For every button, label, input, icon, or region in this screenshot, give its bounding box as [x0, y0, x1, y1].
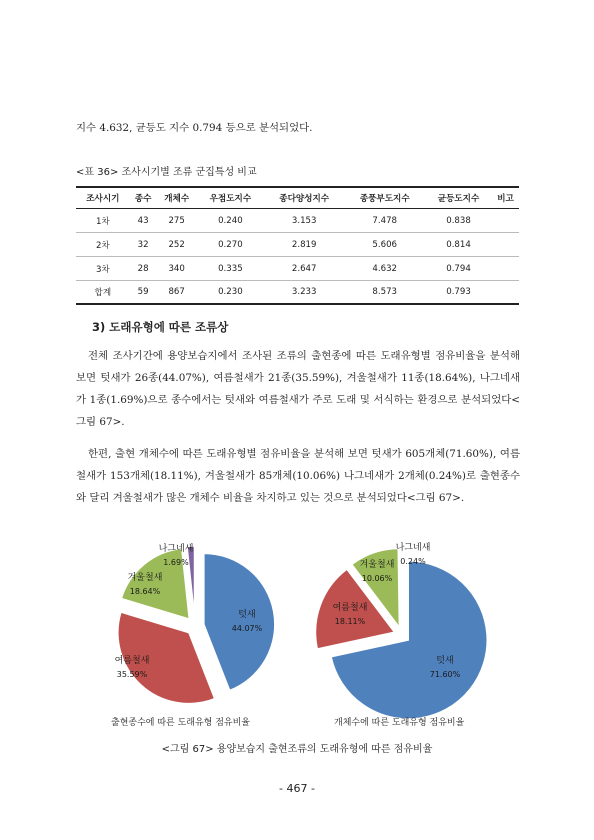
table-cell: 0.240 — [197, 209, 264, 233]
table-cell: 2차 — [76, 233, 130, 257]
pie-label-1-0 — [415, 655, 475, 681]
paragraph-species: 전체 조사기간에 용양보습지에서 조사된 조류의 출현종에 따른 도래유형별 점유비율을 분석해 보면 텃새가 26종(44.07%), 여름철새가 21종(35.59%), 겨울철새가 11종(18.64%), 나그네새가 1종(1.69%)으로 종수에서는 텃새와 여름철새가 주로 도래 및 서식하는 환경으로 분석되었다<그림 67>. — [76, 350, 520, 428]
table-cell: 3.153 — [264, 209, 345, 233]
pie-label-value: 44.07% — [231, 624, 263, 633]
pie-label-name: 텃새 — [238, 610, 256, 620]
table-cell: 합계 — [76, 281, 130, 305]
pie-label-1-3 — [383, 542, 443, 568]
pie-label-name: 겨울철새 — [127, 573, 163, 583]
table-cell: 0.793 — [425, 281, 492, 305]
pie-label-value: 1.69% — [163, 558, 189, 567]
pie-label-0-1 — [102, 655, 162, 681]
table-cell: 4.632 — [344, 257, 425, 281]
table-cell: 0.814 — [425, 233, 492, 257]
table-cell: 7.478 — [344, 209, 425, 233]
col-header: 비고 — [492, 187, 519, 209]
pie-label-0-0 — [217, 609, 277, 635]
pie-title-individuals: 개체수에 따른 도래유형 점유비율 — [334, 718, 465, 728]
table-cell: 0.335 — [197, 257, 264, 281]
col-header: 균등도지수 — [425, 187, 492, 209]
pie-label-name: 여름철새 — [114, 656, 150, 666]
table-cell: 340 — [157, 257, 197, 281]
table-caption: <표 36> 조사시기별 조류 군집특성 비교 — [76, 167, 257, 178]
pie-label-value: 10.06% — [361, 574, 393, 583]
pie-label-value: 18.11% — [334, 617, 366, 626]
pie-label-name: 나그네새 — [395, 543, 431, 553]
table-cell: 8.573 — [344, 281, 425, 305]
table-cell: 59 — [130, 281, 157, 305]
pie-label-name: 나그네새 — [158, 544, 194, 554]
table-cell: 0.838 — [425, 209, 492, 233]
pie-label-0-3 — [146, 543, 206, 569]
col-header: 종수 — [130, 187, 157, 209]
table-cell: 1차 — [76, 209, 130, 233]
col-header: 조사시기 — [76, 187, 130, 209]
table-cell: 43 — [130, 209, 157, 233]
pie-label-value: 35.59% — [116, 670, 148, 679]
table-cell: 2.819 — [264, 233, 345, 257]
pie-label-value: 0.24% — [400, 557, 426, 566]
table-cell: 0.794 — [425, 257, 492, 281]
pie-label-0-2 — [115, 572, 175, 598]
pie-label-name: 겨울철새 — [359, 560, 395, 570]
table-cell: 0.270 — [197, 233, 264, 257]
col-header: 개체수 — [157, 187, 197, 209]
col-header: 종풍부도지수 — [344, 187, 425, 209]
table-cell: 2.647 — [264, 257, 345, 281]
paragraph-individuals: 한편, 출현 개체수에 따른 도래유형별 점유비율을 분석해 보면 텃새가 605개체(71.60%), 여름철새가 153개체(18.11%), 겨울철새가 85개체(10.06%) 나그네새가 2개체(0.24%)로 출현종수와 달리 겨울철새가 많은 개체수 비율을 차지하고 있는 것으로 분석되었다<그림 67>. — [76, 448, 520, 504]
col-header: 종다양성지수 — [264, 187, 345, 209]
table-cell: 275 — [157, 209, 197, 233]
figure-caption: <그림 67> 용양보습지 출현조류의 도래유형에 따른 점유비율 — [161, 744, 433, 755]
pie-label-1-1 — [320, 602, 380, 628]
table-cell: 252 — [157, 233, 197, 257]
table-cell: 28 — [130, 257, 157, 281]
col-header: 우점도지수 — [197, 187, 264, 209]
intro-line: 지수 4.632, 균등도 지수 0.794 등으로 분석되었다. — [76, 122, 313, 134]
table-cell: 5.606 — [344, 233, 425, 257]
table-cell: 3차 — [76, 257, 130, 281]
pie-label-value: 18.64% — [129, 587, 161, 596]
pie-label-name: 여름철새 — [332, 603, 368, 613]
table-cell: 867 — [157, 281, 197, 305]
pie-label-value: 71.60% — [429, 670, 461, 679]
pie-title-species: 출현종수에 따른 도래유형 점유비율 — [111, 718, 250, 728]
pie-label-name: 텃새 — [436, 656, 454, 666]
table-cell: 32 — [130, 233, 157, 257]
section-heading: 3) 도래유형에 따른 조류상 — [92, 320, 229, 334]
table-cell: 0.230 — [197, 281, 264, 305]
page-number: - 467 - — [279, 782, 315, 795]
table-cell: 3.233 — [264, 281, 345, 305]
